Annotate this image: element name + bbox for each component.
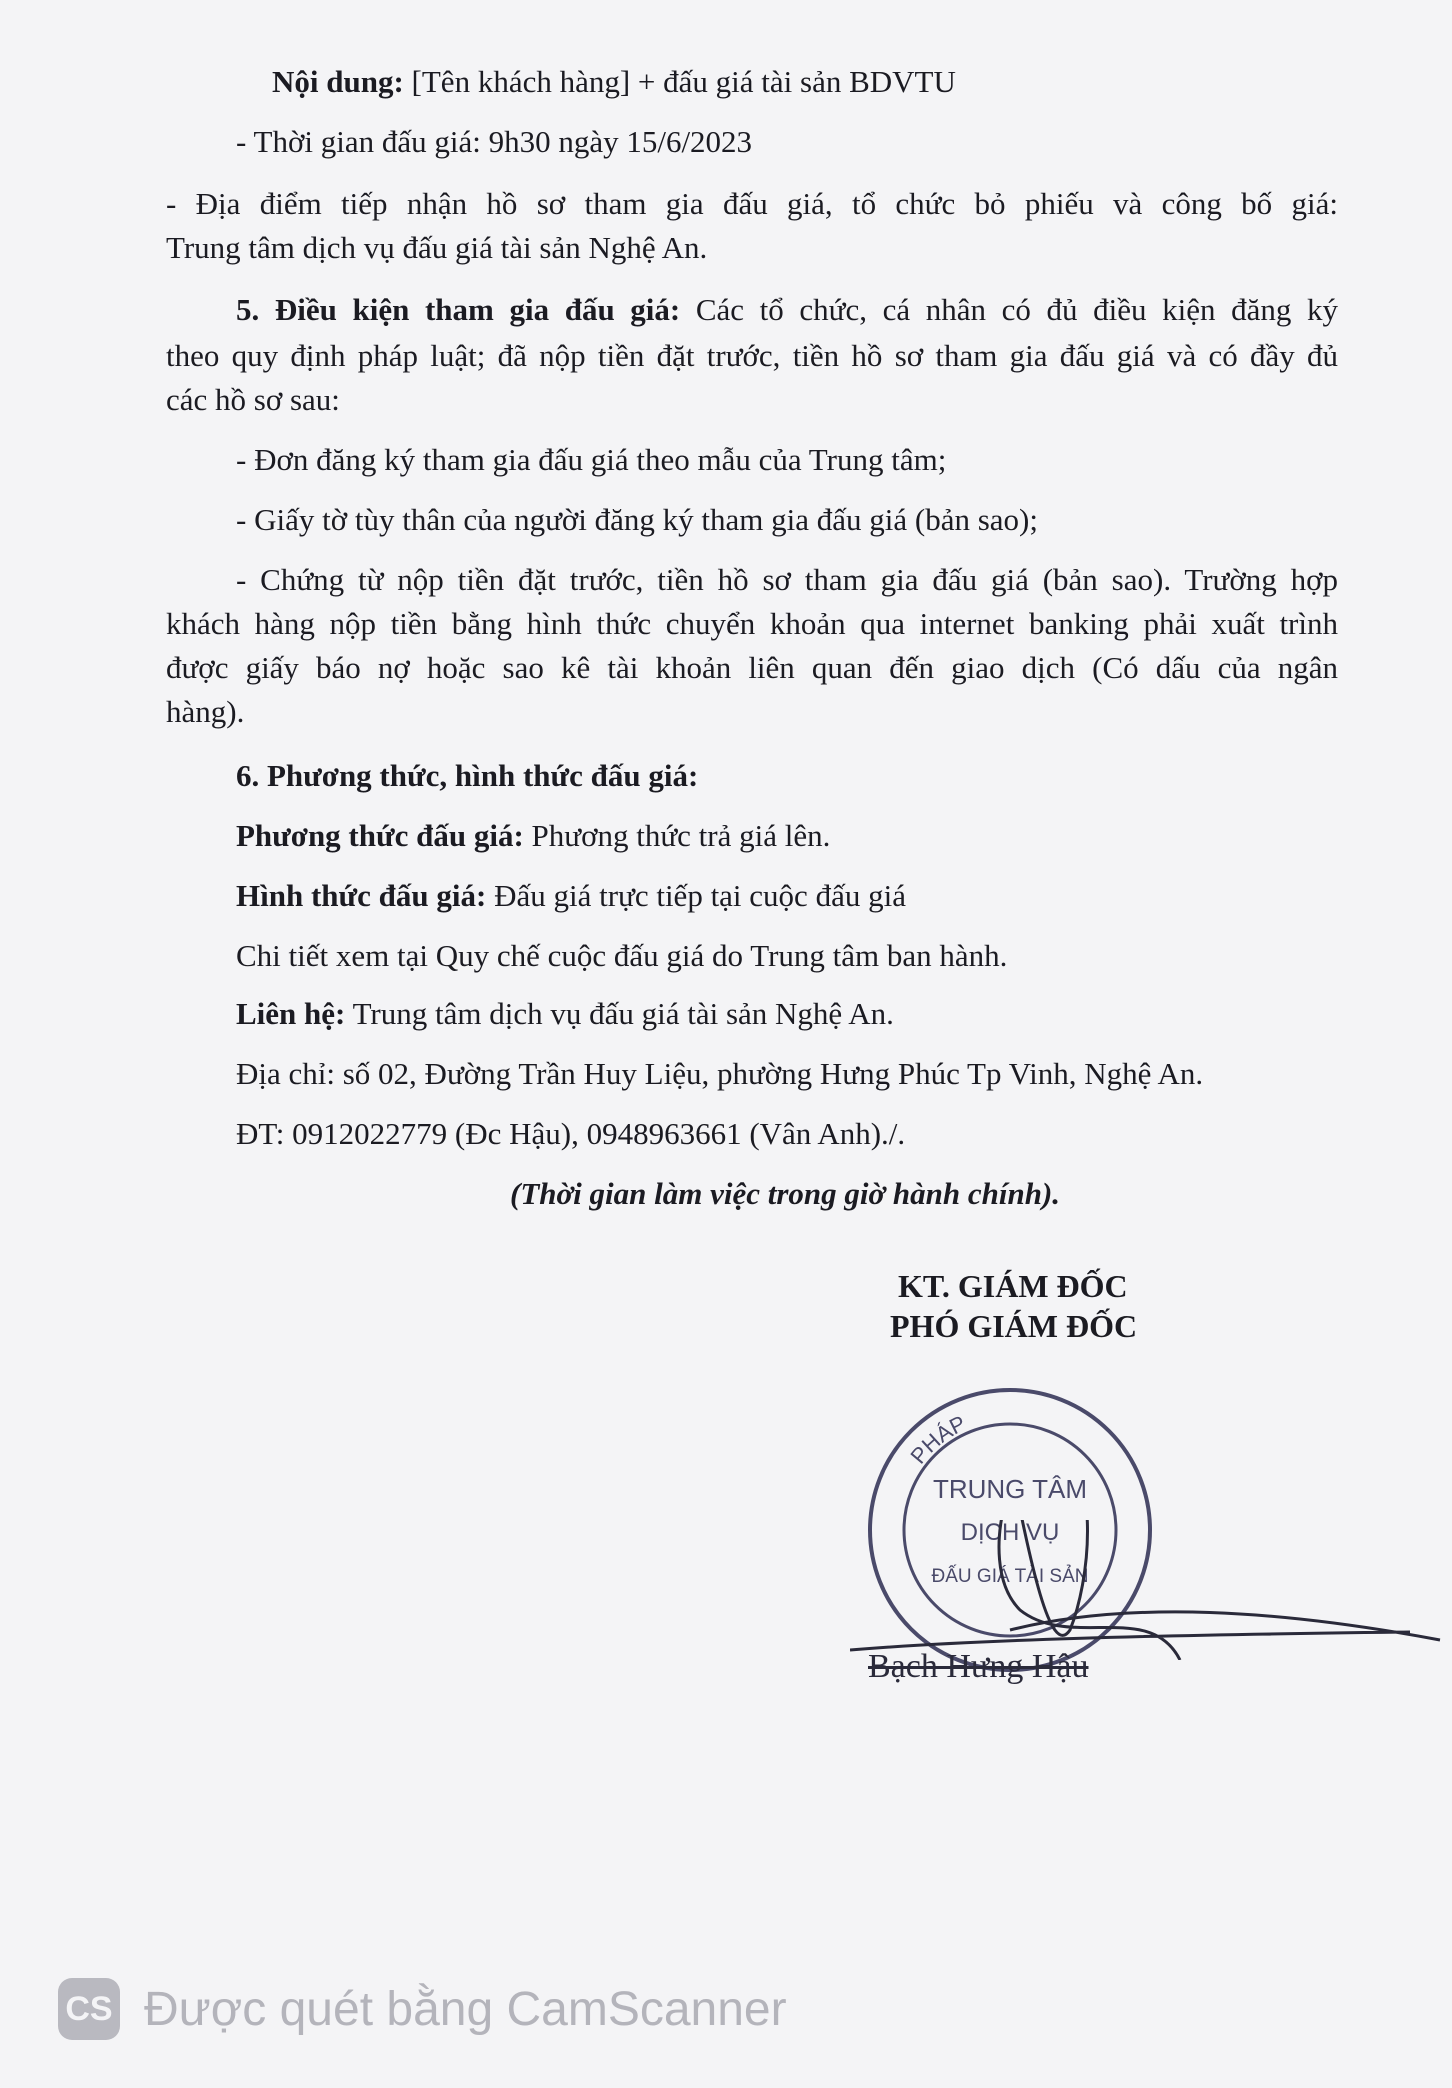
location-line-1: - Địa điểm tiếp nhận hồ sơ tham gia đấu giá, tổ chức bỏ phiếu và công bố giá: bbox=[166, 186, 1338, 221]
document-item-3-line-1: - Chứng từ nộp tiền đặt trước, tiền hồ sơ tham gia đấu giá (bản sao). Trường hợp bbox=[236, 562, 1338, 597]
auction-form bbox=[236, 876, 906, 916]
signature-title-2: PHÓ GIÁM ĐỐC bbox=[890, 1308, 1138, 1344]
section-5-label: 5. Điều kiện tham gia đấu giá: bbox=[236, 292, 681, 327]
svg-text:PHÁP bbox=[905, 1410, 969, 1468]
stamp-line-1: TRUNG TÂM bbox=[932, 1474, 1088, 1504]
document-item-1: - Đơn đăng ký tham gia đấu giá theo mẫu của Trung tâm; bbox=[236, 442, 947, 477]
auction-method-label: Phương thức đấu giá: bbox=[236, 818, 524, 853]
section-5-line-3: các hồ sơ sau: bbox=[166, 382, 340, 417]
section-5-heading bbox=[236, 290, 1338, 330]
section-5-text: Các tổ chức, cá nhân có đủ điều kiện đăng ký bbox=[680, 292, 1338, 327]
address-line: Địa chỉ: số 02, Đường Trần Huy Liệu, phường Hưng Phúc Tp Vinh, Nghệ An. bbox=[236, 1056, 1204, 1091]
contact-label: Liên hệ: bbox=[236, 996, 346, 1031]
section-6-label: 6. Phương thức, hình thức đấu giá: bbox=[236, 758, 699, 793]
working-hours-text: (Thời gian làm việc trong giờ hành chính). bbox=[510, 1176, 1061, 1211]
content-line bbox=[272, 62, 956, 102]
section-6-heading bbox=[236, 756, 698, 796]
stamp-arc-text: PHÁP bbox=[905, 1410, 970, 1469]
auction-method-value: Phương thức trả giá lên. bbox=[523, 818, 831, 853]
auction-form-value: Đấu giá trực tiếp tại cuộc đấu giá bbox=[486, 878, 906, 913]
camscanner-logo-icon: CS bbox=[58, 1978, 120, 2040]
contact-value: Trung tâm dịch vụ đấu giá tài sản Nghệ An. bbox=[345, 996, 894, 1031]
phone-line: ĐT: 0912022779 (Đc Hậu), 0948963661 (Vân Anh)./. bbox=[236, 1116, 906, 1151]
auction-time: - Thời gian đấu giá: 9h30 ngày 15/6/2023 bbox=[236, 124, 753, 159]
stamp-line-3: ĐẤU GIÁ TÀI SẢN bbox=[931, 1566, 1089, 1587]
signer-name: Bạch Hưng Hậu bbox=[868, 1648, 1089, 1685]
document-item-3-line-2: khách hàng nộp tiền bằng hình thức chuyển khoản qua internet banking phải xuất trình bbox=[166, 606, 1338, 641]
handwritten-signature-icon bbox=[850, 1520, 1450, 1660]
detail-note: Chi tiết xem tại Quy chế cuộc đấu giá do Trung tâm ban hành. bbox=[236, 938, 1008, 973]
section-5-line-2: theo quy định pháp luật; đã nộp tiền đặt trước, tiền hồ sơ tham gia đấu giá và có đầy đủ bbox=[166, 338, 1338, 373]
stamp-line-2: DỊCH VỤ bbox=[960, 1519, 1060, 1546]
content-text: [Tên khách hàng] + đấu giá tài sản BDVTU bbox=[403, 64, 956, 99]
auction-form-label: Hình thức đấu giá: bbox=[236, 878, 487, 913]
contact-line bbox=[236, 994, 894, 1034]
document-item-2: - Giấy tờ tùy thân của người đăng ký tham gia đấu giá (bản sao); bbox=[236, 502, 1038, 537]
document-item-3-line-4: hàng). bbox=[166, 694, 245, 729]
content-label: Nội dung: bbox=[272, 64, 404, 99]
signature-title-1: KT. GIÁM ĐỐC bbox=[898, 1268, 1128, 1304]
document-item-3-line-3: được giấy báo nợ hoặc sao kê tài khoản liên quan đến giao dịch (Có dấu của ngân bbox=[166, 650, 1338, 685]
camscanner-watermark-text: Được quét bằng CamScanner bbox=[144, 1983, 787, 2036]
working-hours-note bbox=[510, 1174, 1060, 1214]
location-line-2: Trung tâm dịch vụ đấu giá tài sản Nghệ An. bbox=[166, 230, 708, 265]
auction-method bbox=[236, 816, 830, 856]
